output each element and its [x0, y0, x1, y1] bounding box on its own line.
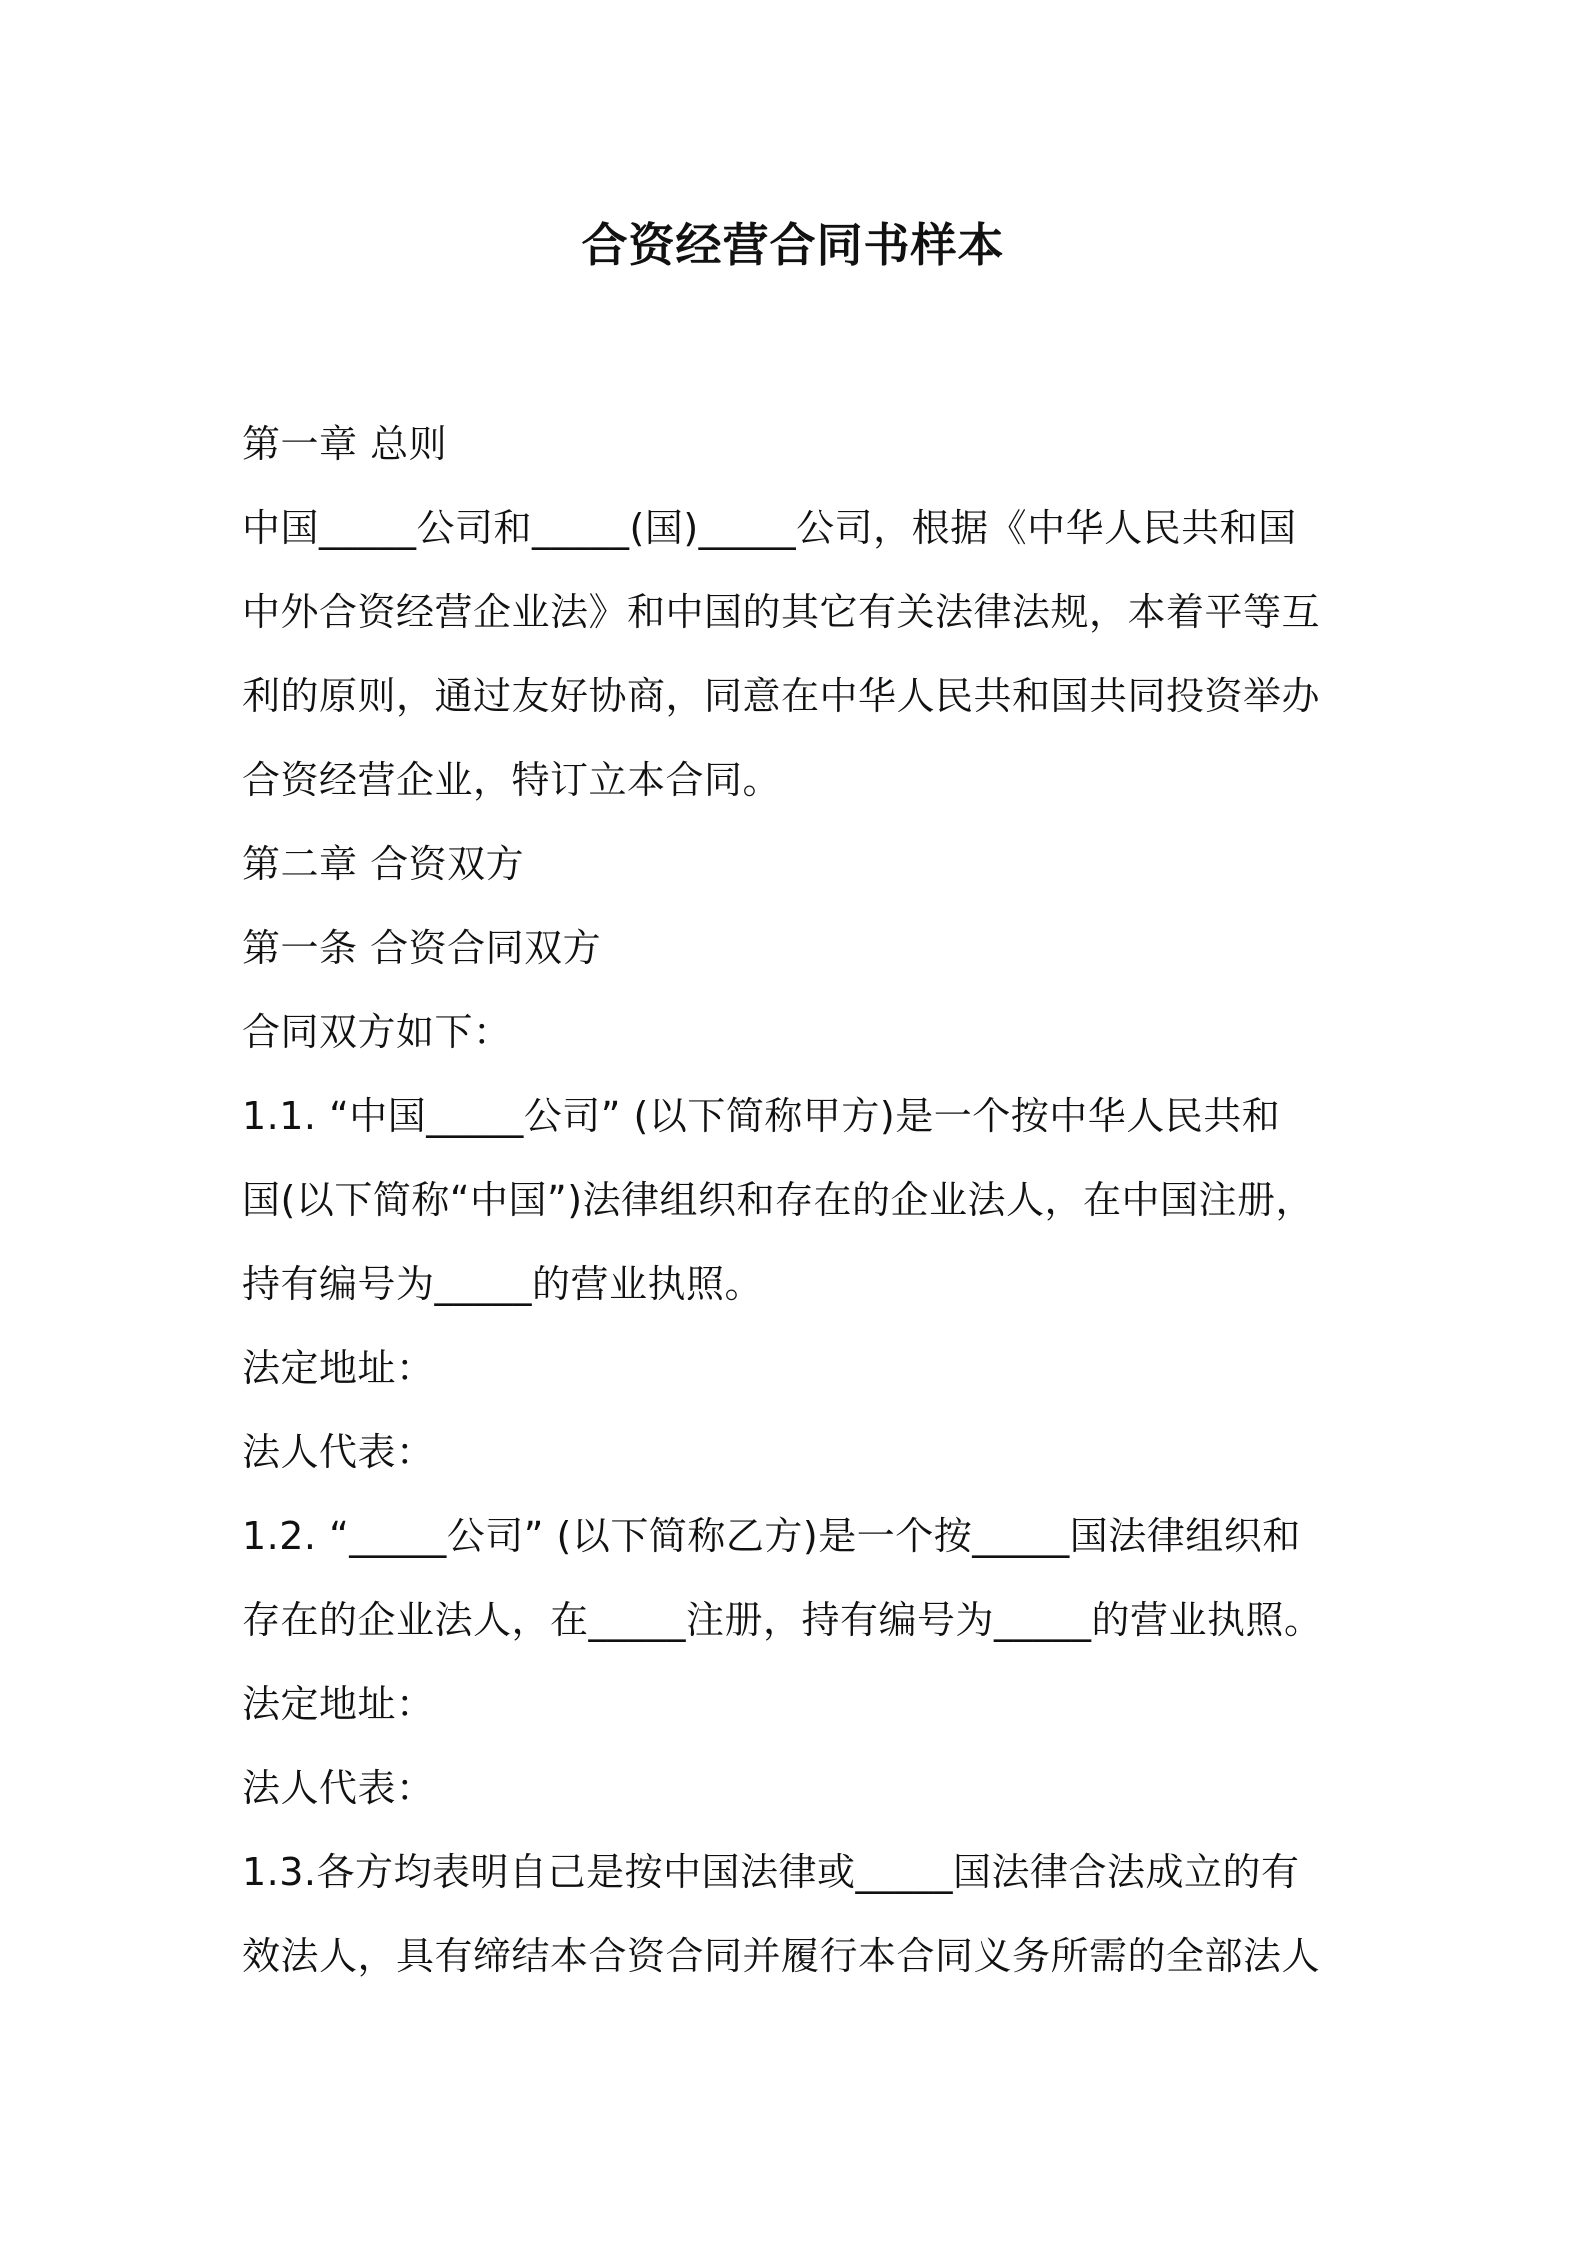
legal-address-label: 法定地址： — [242, 1682, 435, 1726]
legal-address-label: 法定地址： — [242, 1346, 435, 1390]
clause-line: 效法人，具有缔结本合资合同并履行本合同义务所需的全部法人 — [242, 1934, 1321, 1978]
paragraph-line: 合同双方如下： — [242, 1010, 512, 1054]
clause-line: 存在的企业法人，在_____注册，持有编号为_____的营业执照。 — [242, 1598, 1323, 1642]
paragraph-line: 中国_____公司和_____(国)_____公司，根据《中华人民共和国 — [242, 506, 1297, 550]
clause-line: 国(以下简称“中国”)法律组织和存在的企业法人，在中国注册， — [242, 1178, 1315, 1222]
legal-representative-label: 法人代表： — [242, 1430, 435, 1474]
paragraph-line: 合资经营企业，特订立本合同。 — [242, 758, 782, 802]
legal-representative-label: 法人代表： — [242, 1766, 435, 1810]
clause-line: 1.3.各方均表明自己是按中国法律或_____国法律合法成立的有 — [242, 1850, 1300, 1894]
chapter-heading-1: 第一章 总则 — [242, 422, 448, 466]
clause-line: 持有编号为_____的营业执照。 — [242, 1262, 764, 1306]
document-title: 合资经营合同书样本 — [581, 218, 1005, 272]
document-body — [242, 402, 1392, 1998]
clause-line: 1.2. “_____公司” (以下简称乙方)是一个按_____国法律组织和 — [242, 1514, 1301, 1558]
chapter-heading-2: 第二章 合资双方 — [242, 842, 525, 886]
clause-line: 1.1. “中国_____公司” (以下简称甲方)是一个按中华人民共和 — [242, 1094, 1281, 1138]
paragraph-line: 中外合资经营企业法》和中国的其它有关法律法规，本着平等互 — [242, 590, 1321, 634]
article-heading-1: 第一条 合资合同双方 — [242, 926, 602, 970]
paragraph-line: 利的原则，通过友好协商，同意在中华人民共和国共同投资举办 — [242, 674, 1321, 718]
